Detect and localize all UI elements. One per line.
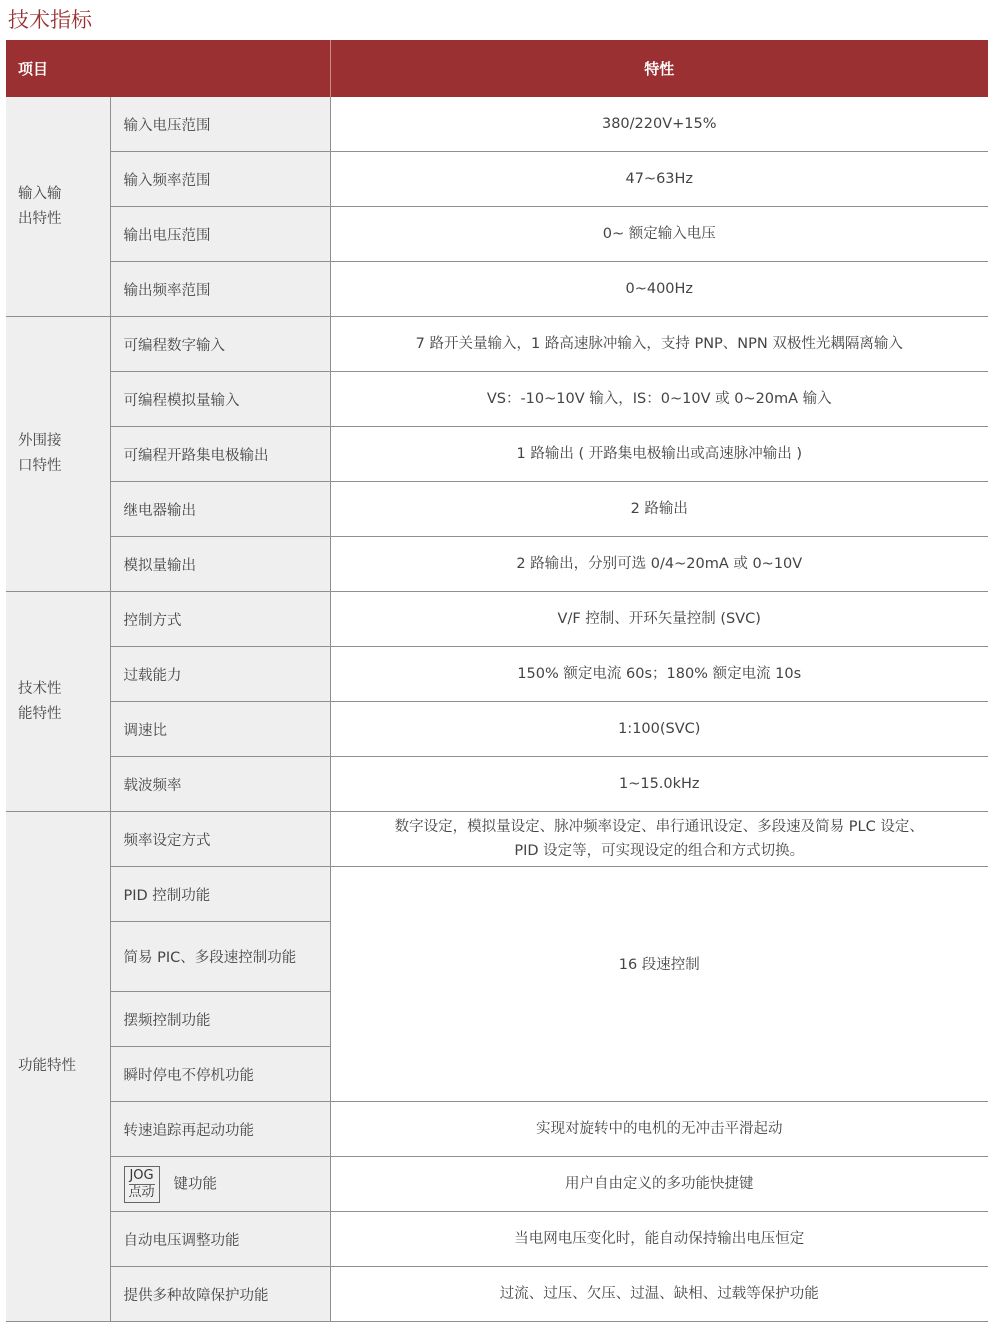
table-row xyxy=(6,1047,988,1102)
value-cell: 1~15.0kHz xyxy=(330,757,988,812)
header-row xyxy=(6,40,988,97)
item-label: 控制方式 xyxy=(110,592,330,647)
table-row xyxy=(6,922,988,992)
item-label: 继电器输出 xyxy=(110,482,330,537)
header-feature: 特性 xyxy=(330,40,988,97)
value-cell: 16 段速控制 xyxy=(330,922,988,992)
item-label: 可编程开路集电极输出 xyxy=(110,427,330,482)
value-cell xyxy=(330,867,988,922)
item-label: 摆频控制功能 xyxy=(110,992,330,1047)
item-label: 频率设定方式 xyxy=(110,812,330,867)
value-cell: 150% 额定电流 60s；180% 额定电流 10s xyxy=(330,647,988,702)
item-label: 可编程模拟量输入 xyxy=(110,372,330,427)
value-cell: 过流、过压、欠压、过温、缺相、过载等保护功能 xyxy=(330,1267,988,1322)
table-row xyxy=(6,482,988,537)
table-row xyxy=(6,427,988,482)
value-cell: 7 路开关量输入，1 路高速脉冲输入，支持 PNP、NPN 双极性光耦隔离输入 xyxy=(330,317,988,372)
item-label: 输入频率范围 xyxy=(110,152,330,207)
value-cell: 数字设定，模拟量设定、脉冲频率设定、串行通讯设定、多段速及简易 PLC 设定、 PID 设定等，可实现设定的组合和方式切换。 xyxy=(330,812,988,867)
item-label: 可编程数字输入 xyxy=(110,317,330,372)
header-item: 项目 xyxy=(6,40,330,97)
spec-table xyxy=(6,40,988,1322)
table-row xyxy=(6,97,988,152)
table-row xyxy=(6,317,988,372)
item-label: 简易 PIC、多段速控制功能 xyxy=(110,922,330,992)
item-label: 自动电压调整功能 xyxy=(110,1212,330,1267)
item-label: 模拟量输出 xyxy=(110,537,330,592)
jog-key-top: JOG xyxy=(129,1167,154,1183)
item-label-text: 键功能 xyxy=(173,1176,218,1192)
value-cell: V/F 控制、开环矢量控制 (SVC) xyxy=(330,592,988,647)
table-row xyxy=(6,647,988,702)
item-label: PID 控制功能 xyxy=(110,867,330,922)
table-row xyxy=(6,1267,988,1322)
table-row xyxy=(6,1102,988,1157)
item-label xyxy=(110,1157,330,1212)
item-label: 瞬时停电不停机功能 xyxy=(110,1047,330,1102)
value-cell: 当电网电压变化时，能自动保持输出电压恒定 xyxy=(330,1212,988,1267)
table-row xyxy=(6,262,988,317)
page-title: 技术指标 xyxy=(8,8,92,32)
value-cell: 380/220V+15% xyxy=(330,97,988,152)
table-row xyxy=(6,592,988,647)
value-cell: VS：-10~10V 输入，IS：0~10V 或 0~20mA 输入 xyxy=(330,372,988,427)
item-label: 调速比 xyxy=(110,702,330,757)
item-label: 提供多种故障保护功能 xyxy=(110,1267,330,1322)
group-label: 输入输 出特性 xyxy=(6,97,110,317)
table-row xyxy=(6,152,988,207)
value-cell xyxy=(330,1047,988,1102)
jog-key-bottom: 点动 xyxy=(128,1184,155,1200)
table-row xyxy=(6,992,988,1047)
table-row xyxy=(6,1212,988,1267)
table-row xyxy=(6,702,988,757)
table-row xyxy=(6,372,988,427)
value-cell: 1 路输出 ( 开路集电极输出或高速脉冲输出 ) xyxy=(330,427,988,482)
table-row xyxy=(6,1157,988,1212)
value-cell: 2 路输出，分别可选 0/4~20mA 或 0~10V xyxy=(330,537,988,592)
table-row xyxy=(6,867,988,922)
table-row xyxy=(6,757,988,812)
table-row xyxy=(6,812,988,867)
value-cell: 实现对旋转中的电机的无冲击平滑起动 xyxy=(330,1102,988,1157)
group-label: 外围接 口特性 xyxy=(6,317,110,592)
value-cell: 用户自由定义的多功能快捷键 xyxy=(330,1157,988,1212)
table-row xyxy=(6,537,988,592)
item-label: 过载能力 xyxy=(110,647,330,702)
value-cell: 1:100(SVC) xyxy=(330,702,988,757)
value-cell: 2 路输出 xyxy=(330,482,988,537)
value-cell xyxy=(330,992,988,1047)
value-cell: 0~400Hz xyxy=(330,262,988,317)
item-label: 转速追踪再起动功能 xyxy=(110,1102,330,1157)
value-cell: 47~63Hz xyxy=(330,152,988,207)
item-label: 载波频率 xyxy=(110,757,330,812)
item-label: 输出电压范围 xyxy=(110,207,330,262)
jog-key-icon xyxy=(124,1166,160,1203)
item-label: 输出频率范围 xyxy=(110,262,330,317)
value-cell: 0~ 额定输入电压 xyxy=(330,207,988,262)
item-label: 输入电压范围 xyxy=(110,97,330,152)
group-label: 技术性 能特性 xyxy=(6,592,110,812)
group-label: 功能特性 xyxy=(6,812,110,1322)
table-row xyxy=(6,207,988,262)
